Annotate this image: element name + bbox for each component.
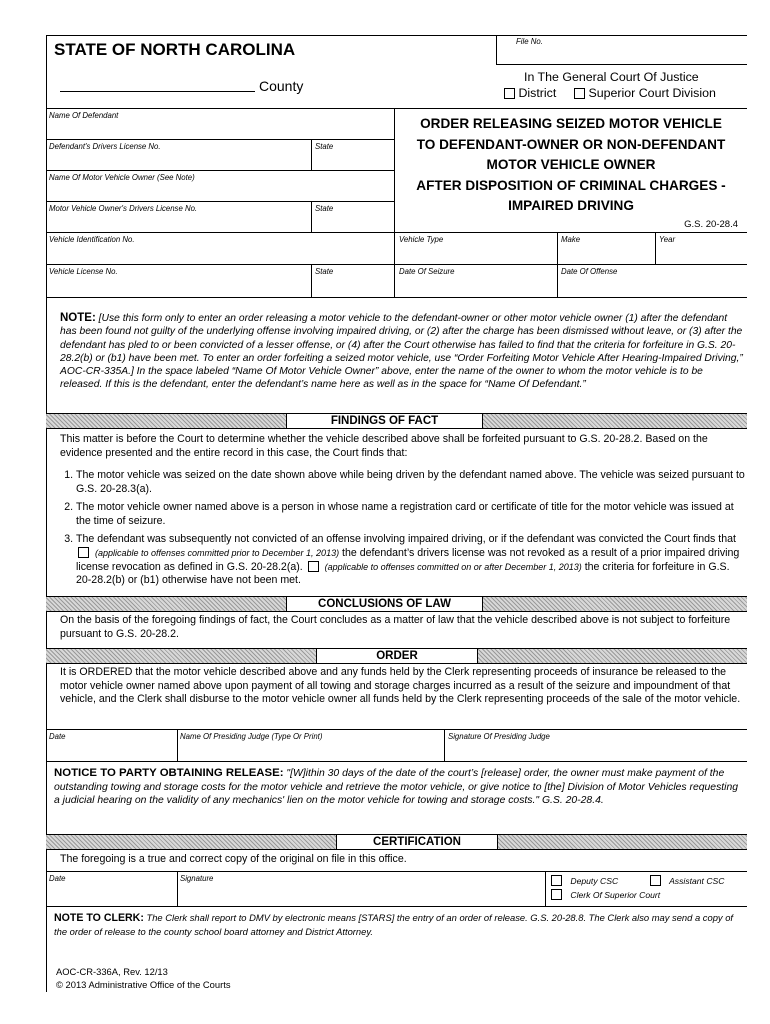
cert-date-field[interactable] (47, 872, 176, 905)
pre-2013-note: (applicable to offenses committed prior to December 1, 2013) (94, 547, 340, 558)
vehicle-type-label: Vehicle Type (399, 235, 444, 244)
county-field[interactable] (60, 91, 255, 92)
form-title-line3: MOTOR VEHICLE OWNER (486, 157, 656, 172)
vin-field[interactable] (47, 233, 393, 263)
findings-title: FINDINGS OF FACT (286, 413, 483, 429)
assistant-csc-checkbox[interactable] (650, 875, 661, 886)
finding-item-3 (76, 533, 746, 587)
order-title: ORDER (316, 648, 478, 664)
year-field[interactable] (656, 233, 746, 263)
state-title: STATE OF NORTH CAROLINA (54, 40, 296, 59)
note-clerk-text: The Clerk shall report to DMV by electronic means [STARS] the entry of an order of release. G.S. 20-28.8. The Clerk also may send a copy of the order of release to the county school board attorney and District Attorney. (54, 912, 734, 938)
copyright: © 2013 Administrative Office of the Courts (56, 979, 231, 990)
superior-label: Superior Court Division (588, 86, 716, 100)
finding-item-3-text-a: The defendant was subsequently not convicted of an offense involving impaired driving, or if the defendant was convicted the Court finds that (76, 533, 736, 546)
defendant-dl-label: Defendant's Drivers License No. (49, 142, 161, 151)
conclusions-title: CONCLUSIONS OF LAW (286, 596, 483, 612)
defendant-state-label: State (315, 142, 334, 151)
clerk-superior-label: Clerk Of Superior Court (570, 890, 661, 900)
form-title-line5: IMPAIRED DRIVING (508, 198, 634, 213)
finding-item-2: 2. The motor vehicle owner named above is a person in whose name a registration card or certificate of title for the motor vehicle was issued at the time of seizure. (76, 501, 746, 528)
finding-item-3-text-c: the criteria for forfeiture in G.S. 20-28.2(b) or (b1) otherwise have not been met. (76, 560, 730, 587)
court-title: In The General Court Of Justice (524, 70, 699, 84)
form-number: AOC-CR-336A, Rev. 12/13 (56, 966, 168, 977)
certification-title: CERTIFICATION (336, 834, 498, 850)
cert-signature-field[interactable] (178, 872, 544, 905)
make-label: Make (561, 235, 581, 244)
file-no-label: File No. (516, 37, 543, 46)
note-text: [Use this form only to enter an order releasing a motor vehicle to the defendant-owner or other motor vehicle owner (1) after the defendant has been found not guilty of the underlying offense involving impaired driving, or (2) after the charge has been dismissed without leave, or (3) after the defendant has pled to or been convicted of a lesser offense, or (4) after the Court otherwise has failed to find that the criteria for forfeiture in G.S. 20-28.2(b) or (b1) have been met. To enter an order forfeiting a seized motor vehicle, use “Order Forfeiting Motor Vehicle After Hearing-Impaired Driving,” AOC-CR-335A.] In the space labeled “Name Of Motor Vehicle Owner” above, enter the name of the owner to whom the motor vehicle is to be released. If this is the defendant, enter the defendant’s name here as well as in the space for “Name Of Defendant.” (60, 313, 743, 391)
district-checkbox[interactable] (504, 88, 515, 99)
deputy-csc-label: Deputy CSC (570, 876, 619, 886)
note-block (60, 312, 746, 392)
license-state-label: State (315, 267, 334, 276)
pre-2013-checkbox[interactable] (78, 547, 89, 558)
license-no-field[interactable] (47, 265, 310, 296)
conclusions-text: On the basis of the foregoing findings of fact, the Court concludes as a matter of law that the vehicle described above is not subject to forfeiture pursuant to G.S. 20-28.2. (60, 614, 731, 640)
statute-ref: G.S. 20-28.4 (684, 219, 738, 230)
date-of-offense-field[interactable] (558, 265, 746, 296)
superior-checkbox[interactable] (574, 88, 585, 99)
file-no-field[interactable] (497, 36, 746, 63)
post-2013-checkbox[interactable] (308, 561, 319, 572)
date-of-seizure-label: Date Of Seizure (399, 267, 455, 276)
notice-release-label: NOTICE TO PARTY OBTAINING RELEASE: (54, 767, 284, 779)
findings-intro: This matter is before the Court to determine whether the vehicle described above shall be forfeited pursuant to G.S. 20-28.2. Based on the evidence presented and the entire record in this case, the Court finds that: (60, 433, 708, 459)
notice-release-block (54, 767, 746, 808)
owner-dl-label: Motor Vehicle Owner's Drivers License No. (49, 204, 198, 213)
form-title-line4: AFTER DISPOSITION OF CRIMINAL CHARGES - (416, 177, 726, 193)
finding-item-1: 1. The motor vehicle was seized on the date shown above while being driven by the defendant named above. The vehicle was seized pursuant to G.S. 20-28.3(a). (76, 469, 746, 496)
cert-signature-label: Signature (180, 874, 214, 883)
judge-signature-label: Signature Of Presiding Judge (448, 732, 550, 741)
district-label: District (518, 86, 557, 100)
date-of-seizure-field[interactable] (395, 265, 556, 296)
order-date-label: Date (49, 732, 66, 741)
order-text: It is ORDERED that the motor vehicle described above and any funds held by the Clerk representing proceeds of insurance be released to the motor vehicle owner named above upon payment of all towing and storage charges incurred as a result of the seizure and impoundment of that vehicle, and the Clerk shall disburse to the motor vehicle owner all funds held by the Clerk representing proceeds of the sale of the motor vehicle. (60, 666, 741, 706)
certification-band (46, 834, 747, 850)
license-state-field[interactable] (312, 265, 393, 296)
owner-state-label: State (315, 204, 334, 213)
notice-release-text: "[W]ithin 30 days of the date of the court’s [release] order, the owner must make payment of the outstanding towing and storage costs for the motor vehicle and retrieve the motor vehicle, or give notice to [the] Division of Motor Vehicles requesting a judicial hearing on the validity of any mechanics' lien on the motor vehicle for towing and storage costs." G.S. 20-28.4. (54, 768, 739, 807)
findings-list (60, 469, 746, 593)
defendant-name-label: Name Of Defendant (49, 111, 119, 120)
note-clerk-block (54, 911, 746, 939)
post-2013-note: (applicable to offenses committed on or after December 1, 2013) (324, 561, 582, 572)
order-band (46, 648, 747, 664)
form-title-line1: ORDER RELEASING SEIZED MOTOR VEHICLE (420, 116, 722, 131)
defendant-name-field[interactable] (47, 109, 393, 138)
owner-name-field[interactable] (47, 171, 393, 200)
defendant-dl-field[interactable] (47, 140, 310, 169)
vin-label: Vehicle Identification No. (49, 235, 135, 244)
license-no-label: Vehicle License No. (49, 267, 118, 276)
judge-name-field[interactable] (178, 730, 443, 760)
finding-item-3-text-b: the defendant’s drivers license was not revoked as a result of a prior impaired driving license revocation as defined in G.S. 20-28.2(a). (76, 546, 740, 573)
assistant-csc-label: Assistant CSC (669, 876, 725, 886)
form-title (396, 114, 746, 217)
conclusions-band (46, 596, 747, 612)
note-label: NOTE: (60, 312, 96, 324)
findings-band (46, 413, 747, 429)
vehicle-type-field[interactable] (395, 233, 556, 263)
note-clerk-label: NOTE TO CLERK: (54, 912, 144, 924)
make-field[interactable] (558, 233, 654, 263)
year-label: Year (659, 235, 676, 244)
county-label: County (259, 78, 304, 94)
form-title-line2: TO DEFENDANT-OWNER OR NON-DEFENDANT (416, 136, 726, 152)
clerk-superior-checkbox[interactable] (551, 889, 562, 900)
judge-signature-field[interactable] (445, 730, 746, 760)
owner-state-field[interactable] (312, 202, 393, 231)
deputy-csc-checkbox[interactable] (551, 875, 562, 886)
order-date-field[interactable] (47, 730, 176, 760)
owner-name-label: Name Of Motor Vehicle Owner (See Note) (49, 173, 195, 182)
judge-name-label: Name Of Presiding Judge (Type Or Print) (180, 732, 323, 741)
certification-text: The foregoing is a true and correct copy of the original on file in this office. (60, 853, 407, 865)
date-of-offense-label: Date Of Offense (561, 267, 618, 276)
defendant-state-field[interactable] (312, 140, 393, 169)
cert-date-label: Date (49, 874, 66, 883)
owner-dl-field[interactable] (47, 202, 310, 231)
